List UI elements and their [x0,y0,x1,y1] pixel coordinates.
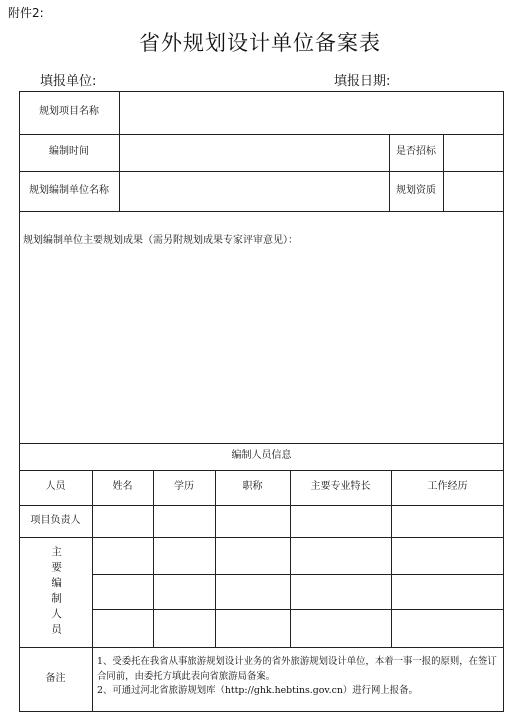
qualification-field[interactable] [444,172,503,211]
achievements-label: 规划编制单位主要规划成果（需另附规划成果专家评审意见）： [23,235,298,246]
staff-section-title: 编制人员信息 [231,450,292,462]
tender-field[interactable] [444,135,503,171]
rule [503,91,504,711]
col-header-name: 姓名 [112,481,133,493]
qualification-label: 规划资质 [396,184,436,196]
col-header-experience: 工作经历 [427,481,468,493]
col-header-specialty: 主要专业特长 [310,481,371,493]
main-staff-label [19,537,92,647]
col-header-education: 学历 [174,481,194,493]
col-header-title: 职称 [242,481,263,493]
rule [92,470,93,711]
unit-name-field[interactable] [120,172,389,211]
rule [19,711,504,712]
rule [19,211,504,212]
tender-label: 是否招标 [396,146,436,158]
remark-line-1: 1、受委托在我省从事旅游规划设计业务的省外旅游规划设计单位，本着一事一报的原则，在签订合同前，由委托方填此表向省旅游局备案。 [97,656,497,682]
remark-line-2: 2、可通过河北省旅游规划库（http://ghk.hebtins.gov.cn）进行网上报备。 [97,685,418,696]
fill-date-label: 填报日期: [334,74,391,89]
attachment-label: 附件2: [8,6,44,20]
remarks-label: 备注 [45,672,66,684]
remarks-text [97,655,501,699]
achievements-field[interactable] [20,249,503,443]
unit-name-label: 规划编制单位名称 [29,184,109,196]
main-staff-label-text: 主要编制人员 [50,545,63,639]
compile-time-field[interactable] [120,135,389,171]
form-title: 省外规划设计单位备案表 [139,31,381,55]
fill-unit-label: 填报单位: [40,74,97,89]
registration-table [19,91,504,711]
col-header-person: 人员 [45,481,66,493]
project-lead-label: 项目负责人 [30,514,81,526]
project-name-label: 规划项目名称 [39,106,99,118]
compile-time-label: 编制时间 [49,146,89,158]
project-name-field[interactable] [120,92,503,134]
